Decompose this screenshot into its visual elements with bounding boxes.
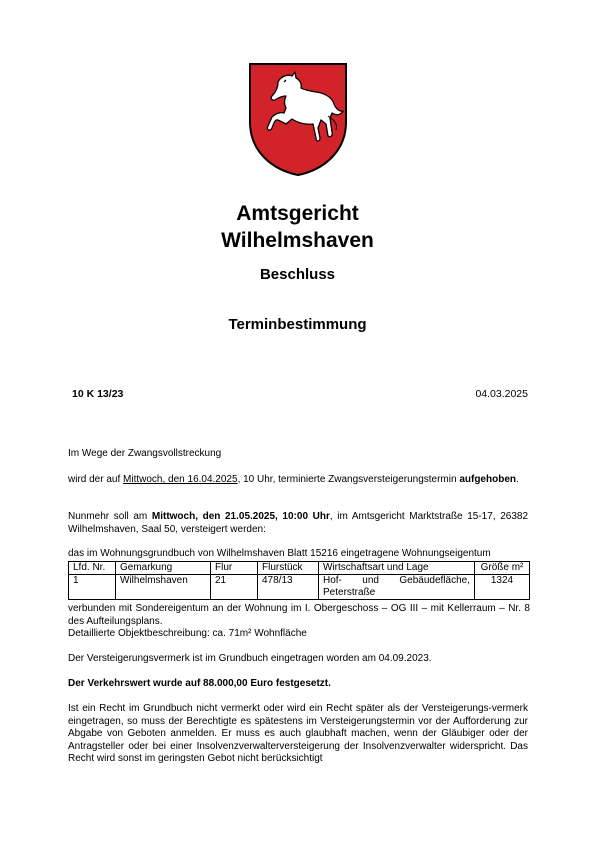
document-date: 04.03.2025: [475, 388, 528, 400]
cancellation-end: .: [516, 474, 519, 485]
cancelled-word: aufgehoben: [459, 474, 516, 485]
usage-line1: Hof- und Gebäudefläche,: [323, 575, 470, 586]
table-cell: 1: [69, 575, 116, 600]
case-number: 10 K 13/23: [72, 388, 124, 400]
table-row: [69, 575, 530, 600]
lower-saxony-horse-coat-of-arms-icon: [248, 62, 348, 177]
court-name-line2: Wilhelmshaven: [221, 229, 374, 252]
usage-line2: Peterstraße: [323, 587, 376, 598]
table-header-cell: Größe m²: [475, 562, 530, 575]
new-auction-date: Mittwoch, den 21.05.2025, 10:00 Uhr: [151, 511, 330, 522]
apartment-paragraph: verbunden mit Sondereigentum an der Wohnung im I. Obergeschoss – OG III – mit Kellerraum – Nr. 8 des Aufteilungsplans.: [68, 603, 530, 627]
market-value-paragraph: Der Verkehrswert wurde auf 88.000,00 Euro festgesetzt.: [68, 678, 331, 689]
table-header-cell: Flurstück: [258, 562, 319, 575]
table-header-cell: Wirtschaftsart und Lage: [319, 562, 475, 575]
table-cell-usage: [319, 575, 475, 600]
table-cell: 21: [211, 575, 258, 600]
table-header-cell: Lfd. Nr.: [69, 562, 116, 575]
object-description: Detaillierte Objektbeschreibung: ca. 71m² Wohnfläche: [68, 628, 307, 639]
new-date-paragraph: [68, 511, 528, 536]
cancellation-prefix: wird der auf: [68, 474, 124, 485]
new-date-suffix: , im Amtsgericht Marktstraße 15-17, 26382 Wilhelmshaven, Saal 50, versteigert werden:: [68, 511, 529, 535]
table-header-cell: Gemarkung: [116, 562, 211, 575]
cancellation-suffix: , 10 Uhr, terminierte Zwangsversteigerungstermin: [237, 474, 457, 485]
new-date-prefix: Nunmehr soll am: [68, 511, 152, 522]
table-header-row: [69, 562, 530, 575]
table-cell: 478/13: [258, 575, 319, 600]
table-header-cell: Flur: [211, 562, 258, 575]
cancellation-paragraph: [68, 474, 528, 487]
court-name-line1: Amtsgericht: [236, 202, 359, 225]
cancelled-date: Mittwoch, den 16.04.2025: [123, 474, 238, 485]
table-cell: Wilhelmshaven: [116, 575, 211, 600]
property-register-paragraph: das im Wohnungsgrundbuch von Wilhelmshaven Blatt 15216 eingetragene Wohnungseigentum: [68, 548, 491, 559]
document-type: Beschluss: [259, 266, 336, 283]
coat-of-arms: [248, 62, 348, 177]
property-table: [68, 561, 530, 600]
document-subject: Terminbestimmung: [228, 316, 367, 333]
registration-paragraph: Der Versteigerungsvermerk ist im Grundbuch eingetragen worden am 04.09.2023.: [68, 653, 432, 664]
table-cell: 1324: [475, 575, 530, 600]
intro-paragraph: Im Wege der Zwangsvollstreckung: [68, 448, 222, 459]
rights-notice-paragraph: Ist ein Recht im Grundbuch nicht vermerkt oder wird ein Recht später als der Versteigerungs-vermerk eingetragen, so muss der Berechtigte es spätestens im Versteigerungstermin vor der Aufforderung zur Abgabe von Geboten anmelden. Er muss es auch glaubhaft machen, wenn der Gläubiger oder der Antragsteller oder bei einer Insolvenzverwalterversteigerung der Insolvenzverwalter widerspricht. Das Recht wird sonst im geringsten Gebot nicht berücksichtigt: [68, 703, 528, 764]
